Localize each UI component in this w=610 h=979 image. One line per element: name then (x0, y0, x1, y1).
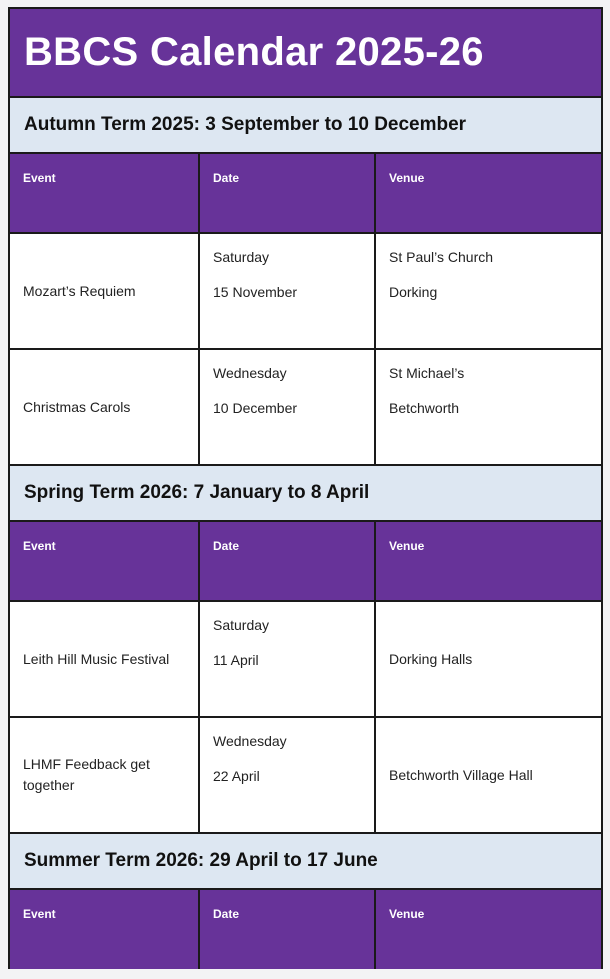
event-day: Saturday (213, 249, 270, 265)
venue-cell (374, 234, 601, 348)
term-heading-text: Autumn Term 2025: 3 September to 10 December (24, 114, 467, 135)
term-heading-text: Summer Term 2026: 29 April to 17 June (24, 850, 378, 871)
header-event: Event (23, 907, 56, 921)
event-cell (10, 602, 198, 716)
header-venue: Venue (374, 522, 601, 600)
table-header-row (10, 522, 601, 602)
header-date: Date (198, 890, 374, 969)
event-date: 11 April (213, 652, 259, 668)
date-cell (198, 350, 374, 464)
event-day: Wednesday (213, 733, 287, 749)
date-cell (198, 234, 374, 348)
venue-cell (374, 350, 601, 464)
title-bar (10, 9, 601, 98)
header-event: Event (23, 539, 56, 553)
table-header-row (10, 154, 601, 234)
term-heading-spring (10, 466, 601, 522)
table-row (10, 350, 601, 466)
venue-line2: Dorking (389, 284, 438, 300)
venue-line1: St Michael’s (389, 365, 465, 381)
header-event: Event (23, 171, 56, 185)
term-heading-text: Spring Term 2026: 7 January to 8 April (24, 482, 370, 503)
event-date: 10 December (213, 400, 298, 416)
event-cell (10, 234, 198, 348)
event-name: Mozart’s Requiem (23, 282, 136, 299)
table-row (10, 234, 601, 350)
event-date: 22 April (213, 768, 260, 784)
date-cell (198, 718, 374, 832)
event-name: Christmas Carols (23, 398, 131, 415)
venue-name: Dorking Halls (389, 650, 473, 667)
event-day: Saturday (213, 617, 270, 633)
event-date: 15 November (213, 284, 298, 300)
header-venue: Venue (374, 154, 601, 232)
table-row (10, 718, 601, 834)
event-cell (10, 350, 198, 464)
table-header-row (10, 890, 601, 969)
page-title: BBCS Calendar 2025-26 (24, 30, 484, 74)
event-name: Leith Hill Music Festival (23, 650, 170, 667)
calendar-table (8, 7, 603, 969)
header-venue: Venue (374, 890, 601, 969)
header-date: Date (198, 522, 374, 600)
venue-name: Betchworth Village Hall (389, 766, 533, 783)
venue-line2: Betchworth (389, 400, 460, 416)
event-cell (10, 718, 198, 832)
venue-cell (374, 602, 601, 716)
header-date: Date (198, 154, 374, 232)
venue-cell (374, 718, 601, 832)
event-name: LHMF Feedback get together (23, 756, 150, 793)
term-heading-summer (10, 834, 601, 890)
table-row (10, 602, 601, 718)
venue-line1: St Paul’s Church (389, 249, 494, 265)
date-cell (198, 602, 374, 716)
term-heading-autumn (10, 98, 601, 154)
event-day: Wednesday (213, 365, 287, 381)
